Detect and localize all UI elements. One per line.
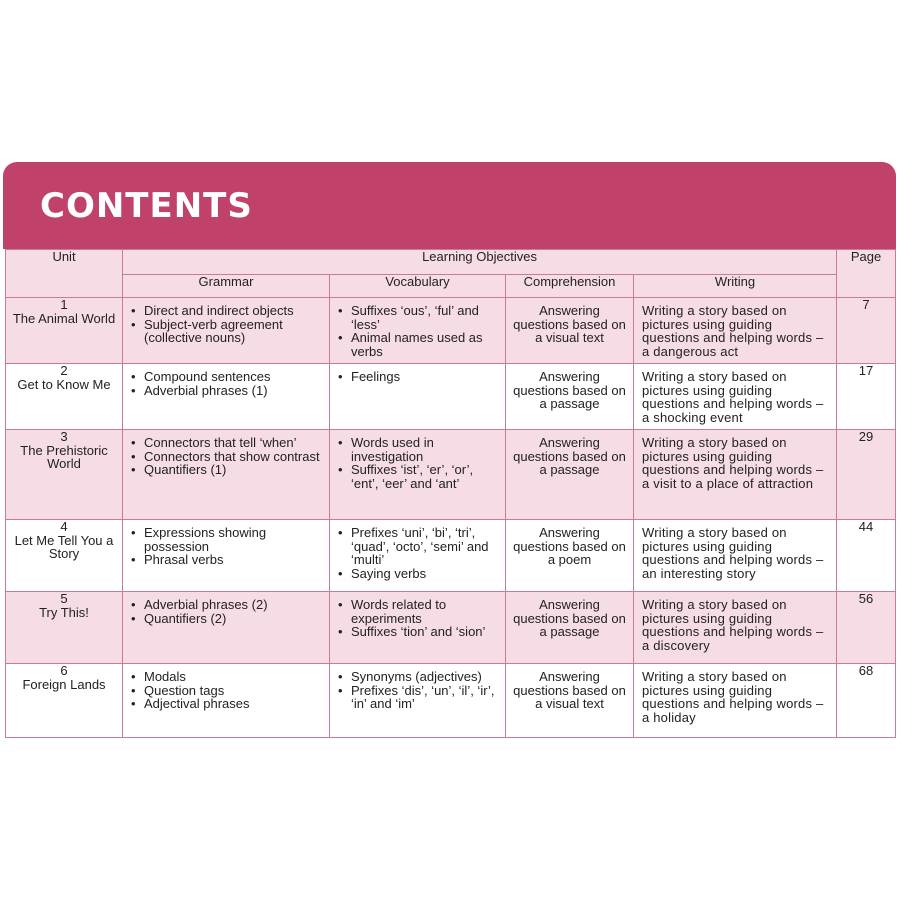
table-row <box>6 364 896 430</box>
writing-text: Writing a story based on pictures using guiding questions and helping words – a dangerous act <box>642 303 824 359</box>
grammar-cell <box>123 364 330 430</box>
grammar-item: • Connectors that show contrast <box>131 450 323 464</box>
vocabulary-list <box>330 664 505 711</box>
grammar-cell <box>123 520 330 592</box>
page-number: 29 <box>837 430 896 520</box>
writing-text: Writing a story based on pictures using guiding questions and helping words – a holiday <box>642 669 824 725</box>
grammar-list <box>123 298 329 345</box>
writing-text: Writing a story based on pictures using guiding questions and helping words – a visit to a place of attraction <box>642 435 824 491</box>
table-row <box>6 664 896 738</box>
grammar-item: • Adjectival phrases <box>131 697 323 711</box>
vocabulary-item: • Suffixes ‘ous’, ‘ful’ and ‘less’ <box>338 304 499 331</box>
grammar-item: • Direct and indirect objects <box>131 304 323 318</box>
header-vocabulary: Vocabulary <box>330 275 506 298</box>
grammar-item: • Adverbial phrases (2) <box>131 598 323 612</box>
header-learning-objectives: Learning Objectives <box>123 250 837 275</box>
unit-name: Foreign Lands <box>22 676 106 692</box>
vocabulary-list <box>330 592 505 639</box>
grammar-list <box>123 430 329 477</box>
grammar-cell <box>123 298 330 364</box>
grammar-list <box>123 592 329 625</box>
contents-banner <box>3 162 896 249</box>
unit-number: 1 <box>60 297 68 312</box>
writing-cell <box>634 430 837 520</box>
writing-cell <box>634 298 837 364</box>
unit-cell <box>6 664 123 738</box>
page-number: 7 <box>837 298 896 364</box>
grammar-item: • Compound sentences <box>131 370 323 384</box>
vocabulary-list <box>330 298 505 358</box>
header-grammar: Grammar <box>123 275 330 298</box>
comprehension-cell <box>506 298 634 364</box>
unit-number: 4 <box>60 519 68 534</box>
grammar-cell <box>123 592 330 664</box>
grammar-list <box>123 364 329 397</box>
vocabulary-item: • Suffixes ‘ist’, ‘er’, ‘or’, ‘ent’, ‘eer’ and ‘ant’ <box>338 463 499 490</box>
grammar-item: • Phrasal verbs <box>131 553 323 567</box>
vocabulary-item: • Feelings <box>338 370 499 384</box>
unit-number: 3 <box>60 429 68 444</box>
grammar-item: • Quantifiers (1) <box>131 463 323 477</box>
comprehension-text: Answering questions based on a visual text <box>513 303 626 345</box>
vocabulary-cell <box>330 430 506 520</box>
unit-number: 2 <box>60 363 68 378</box>
comprehension-text: Answering questions based on a passage <box>513 597 626 639</box>
unit-name: The Prehistoric World <box>20 442 108 471</box>
vocabulary-cell <box>330 298 506 364</box>
comprehension-text: Answering questions based on a passage <box>513 435 626 477</box>
grammar-list <box>123 520 329 567</box>
vocabulary-list <box>330 430 505 490</box>
table-row <box>6 592 896 664</box>
writing-text: Writing a story based on pictures using guiding questions and helping words – an interesting story <box>642 525 824 581</box>
comprehension-text: Answering questions based on a visual text <box>513 669 626 711</box>
page-number: 56 <box>837 592 896 664</box>
writing-cell <box>634 364 837 430</box>
unit-number: 5 <box>60 591 68 606</box>
writing-text: Writing a story based on pictures using guiding questions and helping words – a shocking event <box>642 369 824 425</box>
page-number: 68 <box>837 664 896 738</box>
writing-cell <box>634 664 837 738</box>
header-page: Page <box>837 250 896 298</box>
grammar-item: • Subject-verb agreement (collective nouns) <box>131 318 323 345</box>
unit-name: Let Me Tell You a Story <box>14 532 114 561</box>
grammar-item: • Connectors that tell ‘when’ <box>131 436 323 450</box>
unit-cell <box>6 520 123 592</box>
table-row <box>6 520 896 592</box>
grammar-item: • Question tags <box>131 684 323 698</box>
writing-cell <box>634 520 837 592</box>
comprehension-cell <box>506 430 634 520</box>
table-row <box>6 298 896 364</box>
page-number: 17 <box>837 364 896 430</box>
grammar-list <box>123 664 329 711</box>
table-row <box>6 430 896 520</box>
comprehension-text: Answering questions based on a passage <box>513 369 626 411</box>
grammar-item: • Quantifiers (2) <box>131 612 323 626</box>
writing-text: Writing a story based on pictures using guiding questions and helping words – a discovery <box>642 597 824 653</box>
writing-cell <box>634 592 837 664</box>
unit-name: Try This! <box>39 604 89 620</box>
vocabulary-cell <box>330 592 506 664</box>
vocabulary-item: • Saying verbs <box>338 567 499 581</box>
header-unit: Unit <box>6 250 123 298</box>
vocabulary-item: • Animal names used as verbs <box>338 331 499 358</box>
comprehension-cell <box>506 364 634 430</box>
comprehension-cell <box>506 520 634 592</box>
vocabulary-item: • Suffixes ‘tion’ and ‘sion’ <box>338 625 499 639</box>
header-writing: Writing <box>634 275 837 298</box>
vocabulary-cell <box>330 520 506 592</box>
vocabulary-item: • Words used in investigation <box>338 436 499 463</box>
comprehension-text: Answering questions based on a poem <box>513 525 626 567</box>
grammar-item: • Adverbial phrases (1) <box>131 384 323 398</box>
unit-name: Get to Know Me <box>17 376 111 392</box>
unit-cell <box>6 430 123 520</box>
page-title: CONTENTS <box>40 186 253 226</box>
comprehension-cell <box>506 592 634 664</box>
contents-card <box>3 162 896 742</box>
vocabulary-item: • Words related to experiments <box>338 598 499 625</box>
page-number: 44 <box>837 520 896 592</box>
grammar-item: • Modals <box>131 670 323 684</box>
unit-cell <box>6 592 123 664</box>
unit-cell <box>6 364 123 430</box>
vocabulary-item: • Synonyms (adjectives) <box>338 670 499 684</box>
unit-cell <box>6 298 123 364</box>
vocabulary-cell <box>330 664 506 738</box>
header-comprehension: Comprehension <box>506 275 634 298</box>
vocabulary-list <box>330 520 505 580</box>
grammar-cell <box>123 664 330 738</box>
vocabulary-item: • Prefixes ‘uni’, ‘bi’, ‘tri’, ‘quad’, ‘octo’, ‘semi’ and ‘multi’ <box>338 526 499 567</box>
grammar-cell <box>123 430 330 520</box>
unit-name: The Animal World <box>12 310 116 326</box>
vocabulary-cell <box>330 364 506 430</box>
vocabulary-list <box>330 364 505 384</box>
contents-table-body <box>6 298 896 738</box>
contents-table <box>5 249 896 738</box>
comprehension-cell <box>506 664 634 738</box>
grammar-item: • Expressions showing possession <box>131 526 323 553</box>
vocabulary-item: • Prefixes ‘dis’, ‘un’, ‘il’, ‘ir’, ‘in’ and ‘im’ <box>338 684 499 711</box>
unit-number: 6 <box>60 663 68 678</box>
